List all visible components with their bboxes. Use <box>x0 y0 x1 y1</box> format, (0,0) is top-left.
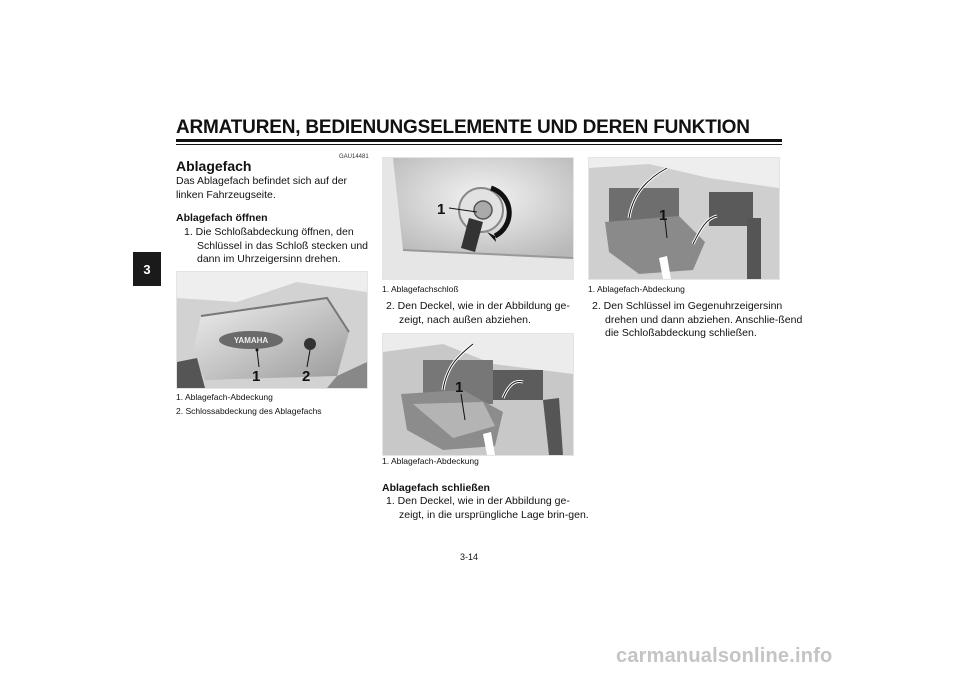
yamaha-badge-text: YAMAHA <box>233 336 269 345</box>
photo-cover-installed <box>588 157 780 280</box>
callout-1: 1 <box>252 368 261 385</box>
page-header-title: ARMATUREN, BEDIENUNGSELEMENTE UND DEREN FUNKTION <box>176 117 750 138</box>
watermark: carmanualsonline.info <box>616 645 833 667</box>
callout-1: 1 <box>437 201 446 218</box>
intro-text: Das Ablagefach befindet sich auf der linken Fahrzeugseite. <box>176 175 348 201</box>
callout-2: 2 <box>302 368 311 385</box>
header-rule-thin <box>176 144 782 145</box>
photo-storage-lock <box>382 157 574 280</box>
subheading-open: Ablagefach öffnen <box>176 212 268 224</box>
header-rule <box>176 139 782 142</box>
photo-storage-cover <box>176 271 368 389</box>
step-open-2: 2. Den Deckel, wie in der Abbildung ge-zeigt, nach außen abziehen. <box>386 300 570 326</box>
callout-1: 1 <box>659 207 668 224</box>
step-close-1: 1. Den Deckel, wie in der Abbildung ge-zeigt, in die ursprüngliche Lage brin-gen. <box>386 495 589 521</box>
photo-cover-removed <box>382 333 574 456</box>
chapter-number: 3 <box>143 261 151 277</box>
caption-photo2: 1. Ablagefachschloß <box>382 284 459 294</box>
step-close-2: 2. Den Schlüssel im Gegenuhrzeigersinn drehen und dann abziehen. Anschlie-ßend die Schloßabdeckung schließen. <box>592 300 803 339</box>
caption-photo1-item2: 2. Schlossabdeckung des Ablagefachs <box>176 406 322 416</box>
page-number: 3-14 <box>460 552 479 562</box>
reference-code: GAU14481 <box>339 154 369 160</box>
section-heading: Ablagefach <box>176 158 252 174</box>
chapter-tab <box>133 252 161 286</box>
step-open-1: 1. Die Schloßabdeckung öffnen, den Schlüssel in das Schloß stecken und dann im Uhrzeigersinn drehen. <box>184 226 369 265</box>
subheading-close: Ablagefach schließen <box>382 482 490 494</box>
callout-1: 1 <box>455 379 464 396</box>
caption-photo3: 1. Ablagefach-Abdeckung <box>382 456 479 466</box>
caption-photo4: 1. Ablagefach-Abdeckung <box>588 284 685 294</box>
caption-photo1-item1: 1. Ablagefach-Abdeckung <box>176 392 273 402</box>
